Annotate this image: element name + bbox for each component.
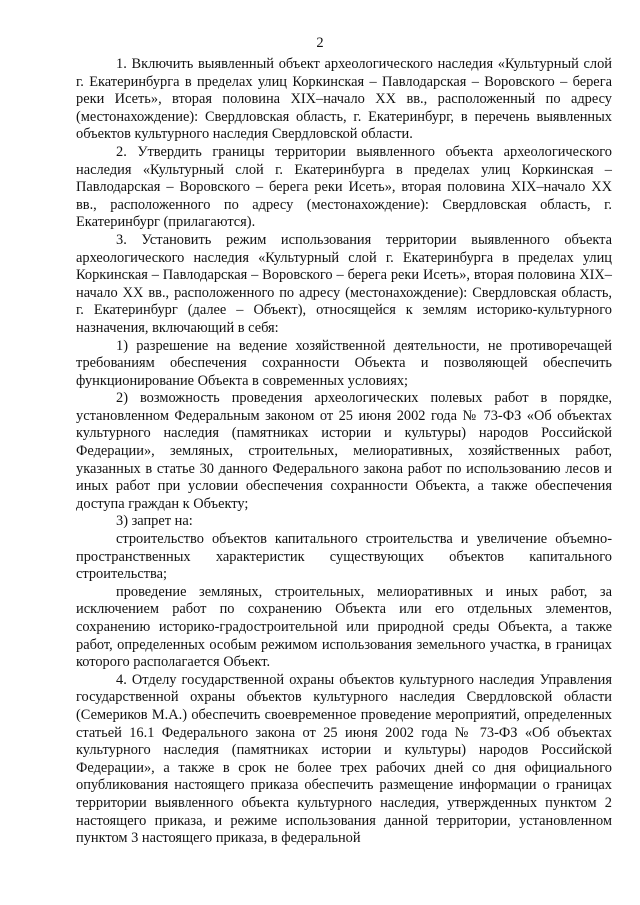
paragraph-prohibition-2: проведение земляных, строительных, мелиоративных и иных работ, за исключением работ по сохранению Объекта или его отдельных элементов, сохранению историко-градостроительной или природной среды Объекта, а также работ, определенных особым режимом использования земельного участка, в границах которого располагается Объект. (76, 583, 612, 671)
document-body (76, 56, 612, 848)
paragraph-subitem-1: 1) разрешение на ведение хозяйственной деятельности, не противоречащей требованиям обеспечения сохранности Объекта и позволяющей обеспечить функционирование Объекта в современных условиях; (76, 337, 612, 389)
paragraph-prohibition-1: строительство объектов капитального строительства и увеличение объемно-пространственных характеристик существующих объектов капитального строительства; (76, 531, 612, 583)
paragraph-subitem-3: 3) запрет на: (116, 513, 193, 530)
paragraph-item-4: 4. Отделу государственной охраны объектов культурного наследия Управления государственной охраны объектов культурного наследия Свердловской области (Семериков М.А.) обеспечить своевременное проведение мероприятий, определенных статьей 16.1 Федерального закона от 25 июня 2002 года № 73-ФЗ «Об объектах культурного наследия (памятниках истории и культуры) народов Российской Федерации», а также в срок не более трех рабочих дней со дня официального опубликования настоящего приказа обеспечить размещение информации о границах территории выявленного объекта культурного наследия, утвержденных пунктом 2 настоящего приказа, и режиме использования данной территории, установленном пунктом 3 настоящего приказа, в федеральной (76, 671, 612, 847)
paragraph-subitem-2: 2) возможность проведения археологических полевых работ в порядке, установленном Федеральным законом от 25 июня 2002 года № 73-ФЗ «Об объектах культурного наследия (памятниках истории и культуры) народов Российской Федерации», земляных, строительных, мелиоративных, хозяйственных работ, указанных в статье 30 данного Федерального закона работ по использованию лесов и иных работ при условии обеспечения сохранности Объекта, а также обеспечения доступа граждан к Объекту; (76, 390, 612, 512)
paragraph-item-2: 2. Утвердить границы территории выявленного объекта археологического наследия «Культурный слой г. Екатеринбурга в пределах улиц Коркинская – Павлодарская – Воровского – берега реки Исеть», вторая половина XIX–начало XX вв., расположенного по адресу (местонахождение): Свердловская область, г. Екатеринбург (прилагаются). (76, 143, 612, 231)
paragraph-item-3: 3. Установить режим использования территории выявленного объекта археологического наследия «Культурный слой г. Екатеринбурга в пределах улиц Коркинская – Павлодарская – Воровского – берега реки Исеть», вторая половина XIX–начало XX вв., расположенного по адресу (местонахождение): Свердловская область, г. Екатеринбург (далее – Объект), относящейся к землям историко-культурного назначения, включающий в себя: (76, 231, 612, 336)
page-number: 2 (316, 35, 324, 51)
paragraph-item-1: 1. Включить выявленный объект археологического наследия «Культурный слой г. Екатеринбурга в пределах улиц Коркинская – Павлодарская – Воровского – берега реки Исеть», вторая половина XIX–начало XX вв., расположенный по адресу (местонахождение): Свердловская область, г. Екатеринбург, в перечень выявленных объектов культурного наследия Свердловской области. (76, 56, 612, 143)
